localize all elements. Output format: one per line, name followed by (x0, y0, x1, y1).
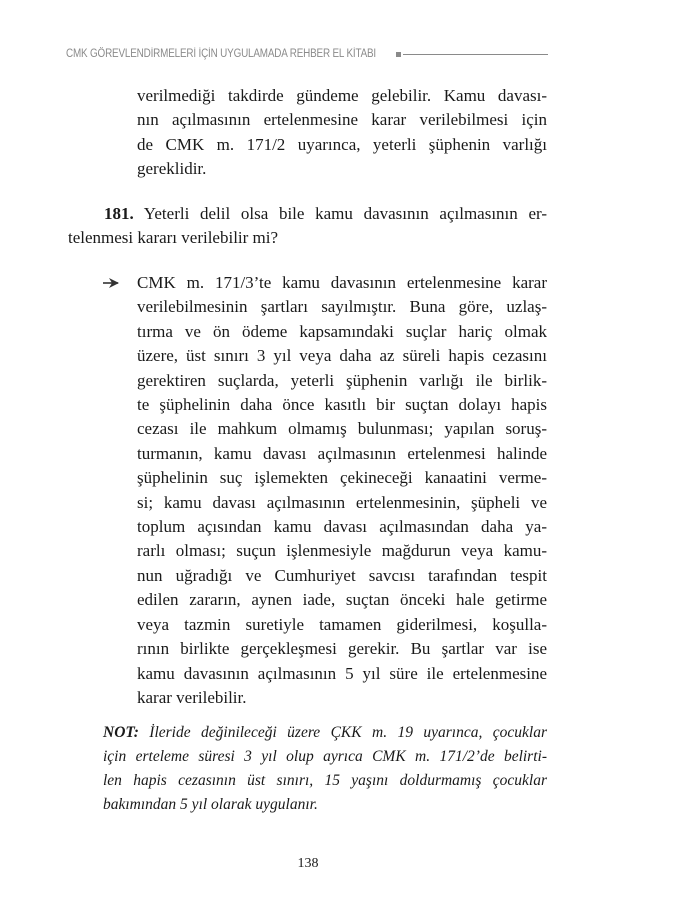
text-line: kamu davasının açılmasının 5 yıl süre ile ertelenmesine (137, 663, 547, 683)
text-line: turmanın, kamu davası açılmasının ertelenmesi halinde (137, 443, 547, 463)
text-line: gerektiren suçlarda, yeterli şüphenin varlığı ile birlik- (137, 370, 547, 390)
text-line: veya tazmin suretiyle tamamen giderilmesi, koşulla- (137, 614, 547, 634)
text-line: cezası ile mahkum olmamış bulunması; yapılan soruş- (137, 419, 547, 439)
text-line: şüphelinin suç işlemekten çekineceği kanaatini verme- (137, 468, 547, 488)
running-header-title: CMK GÖREVLENDİRMELERİ İÇİN UYGULAMADA REHBER EL KİTABI (66, 48, 377, 60)
text-line: üzere, üst sınırı 3 yıl veya daha az süreli hapis cezasını (137, 346, 547, 366)
text-line: te şüphelinin daha önce kasıtlı bir suçtan dolayı hapis (137, 395, 547, 415)
text-line: toplum açısından kamu davası açılmasından daha ya- (137, 517, 547, 537)
continuation-paragraph (137, 84, 547, 182)
text-line: gereklidir. (137, 159, 207, 179)
question-text: Yeterli delil olsa bile kamu davasının açılmasının er- (133, 204, 547, 223)
note-line (103, 721, 547, 745)
note-text: İleride değinileceği üzere ÇKK m. 19 uyarınca, çocuklar (138, 724, 547, 741)
answer-paragraph (137, 271, 547, 710)
running-header (66, 46, 548, 62)
header-marker-square (396, 52, 401, 57)
question-number: 181. (104, 204, 134, 223)
note-label: NOT: (103, 724, 139, 741)
text-line: rarlı olması; suçun işlenmesiyle mağdurun veya kamu- (137, 541, 547, 561)
text-line: CMK m. 171/3’te kamu davasının ertelenmesine karar (137, 273, 547, 292)
arrow-right-icon (102, 276, 122, 290)
question-line: telenmesi kararı verilebilir mi? (68, 228, 279, 248)
text-line: rının birlikte gerçekleşmesi gerekir. Bu şartlar var ise (137, 639, 547, 659)
text-line: verilebilmesinin şartları sayılmıştır. Buna göre, uzlaş- (137, 297, 547, 317)
text-line: de CMK m. 171/2 uyarınca, yeterli şüphenin varlığı (137, 134, 547, 154)
page-number: 138 (297, 856, 319, 871)
note-line: için erteleme süresi 3 yıl olup ayrıca CMK m. 171/2’de belirti- (103, 748, 547, 765)
text-line: si; kamu davası açılmasının ertelenmesinin, şüpheli ve (137, 492, 547, 512)
note-paragraph (103, 721, 547, 817)
text-line: verilmediği takdirde gündeme gelebilir. Kamu davası- (137, 86, 547, 105)
text-line: edilen zararın, aynen iade, suçtan önceki hale getirme (137, 590, 547, 610)
note-line: bakımından 5 yıl olarak uygulanır. (103, 796, 318, 813)
header-rule (403, 54, 548, 55)
question-181 (68, 202, 547, 251)
note-line: len hapis cezasının üst sınırı, 15 yaşını doldurmamış çocuklar (103, 772, 547, 789)
question-line (68, 202, 547, 226)
text-line: tırma ve ön ödeme kapsamındaki suçlar hariç olmak (137, 321, 547, 341)
text-line: nın açılmasının ertelenmesine karar verilebilmesi için (137, 110, 547, 130)
text-line: karar verilebilir. (137, 687, 247, 707)
text-line: nun uğradığı ve Cumhuriyet savcısı tarafından tespit (137, 565, 547, 585)
